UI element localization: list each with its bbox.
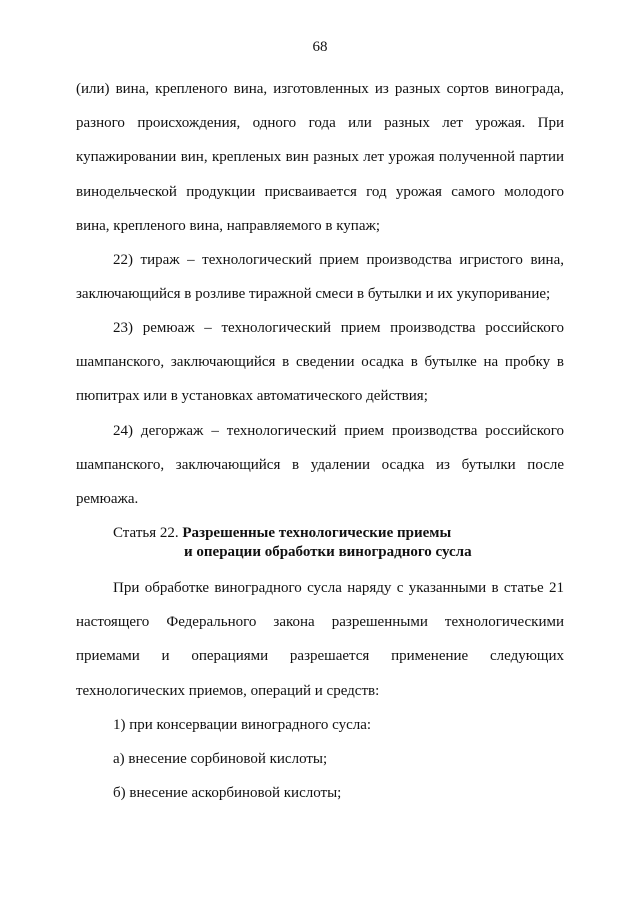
page-number: 68 [312,39,328,55]
article-label: Статья 22. [113,525,179,541]
text-line: настоящего Федерального закона разрешенными технологическими [76,614,564,631]
paragraph-continuation [76,72,564,243]
text-line: вина, крепленого вина, направляемого в купаж; [76,217,381,234]
text-line: 22) тираж – технологический прием производства игристого вина, [113,252,564,268]
text-line: шампанского, заключающийся в удалении осадка из бутылки после [76,457,564,474]
article-title-line1: Разрешенные технологические приемы [182,525,452,541]
text-line: купажировании вин, крепленых вин разных лет урожая полученной партии [76,149,564,166]
list-item: б) внесение аскорбиновой кислоты; [113,785,342,802]
article-heading [113,524,472,562]
text-line: разного происхождения, одного года или разных лет урожая. При [76,115,564,132]
paragraph-intro [76,571,564,708]
text-line: ремюажа. [76,491,139,508]
definition-item-24 [76,414,564,517]
text-line: приемами и операциями разрешается применение следующих [76,648,564,665]
text-line: 24) дегоржаж – технологический прием производства российского [113,423,564,439]
text-line: винодельческой продукции присваивается год урожая самого молодого [76,183,564,200]
text-line: пюпитрах или в установках автоматического действия; [76,388,428,405]
article-title-line2: и операции обработки виноградного сусла [184,544,472,560]
text-line: заключающийся в розливе тиражной смеси в бутылки и их укупоривание; [76,286,551,303]
text-line: При обработке виноградного сусла наряду с указанными в статье 21 [113,580,564,596]
list-items [76,708,564,811]
list-item: 1) при консервации виноградного сусла: [113,717,372,733]
list-item: а) внесение сорбиновой кислоты; [113,751,328,768]
definition-item-22 [76,243,564,311]
text-line: (или) вина, крепленого вина, изготовленных из разных сортов винограда, [76,81,564,97]
text-line: технологических приемов, операций и средств: [76,682,380,699]
text-line: шампанского, заключающийся в сведении осадка в бутылке на пробку в [76,354,564,371]
text-line: 23) ремюаж – технологический прием производства российского [113,320,564,336]
definition-item-23 [76,311,564,414]
